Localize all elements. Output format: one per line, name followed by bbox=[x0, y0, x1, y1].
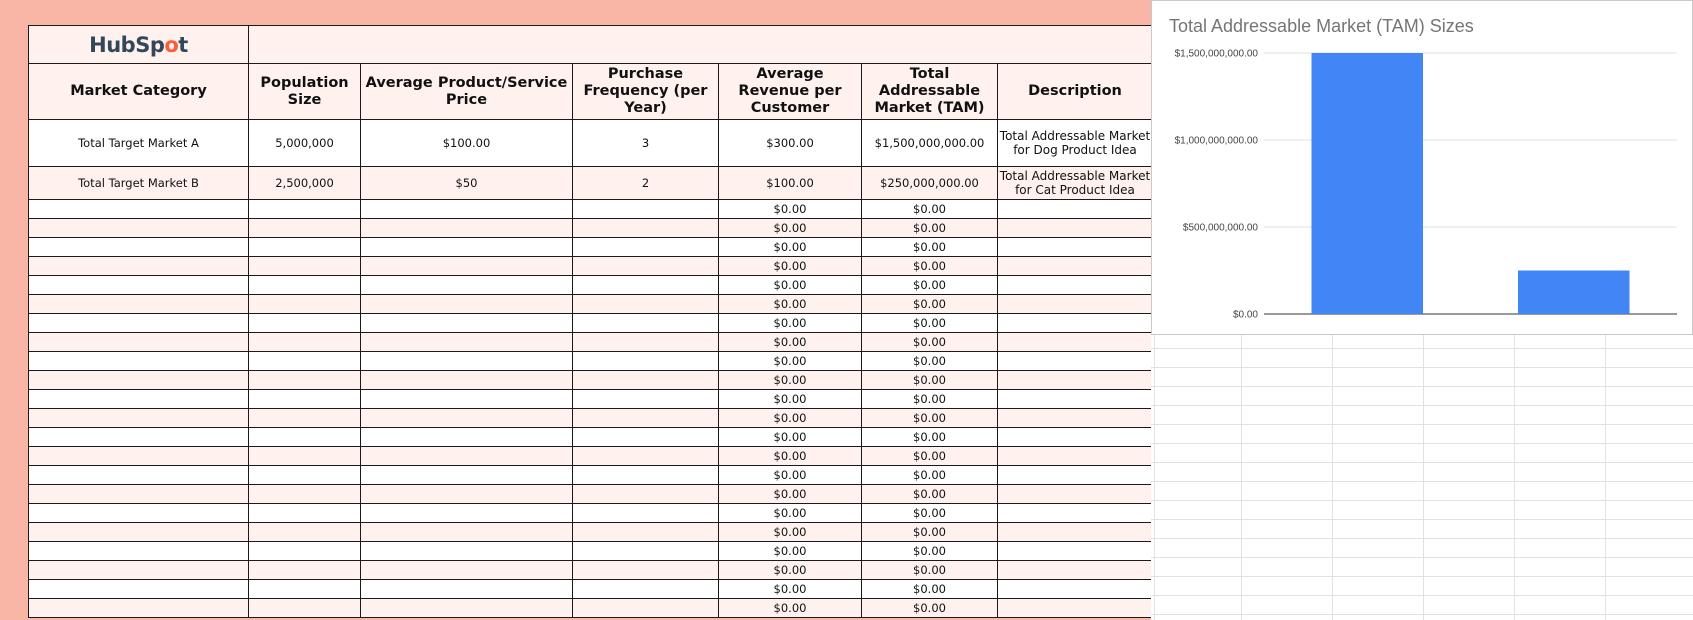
cell-population-size[interactable] bbox=[249, 542, 361, 561]
cell-avg-price[interactable]: $100.00 bbox=[361, 120, 573, 167]
cell-population-size[interactable] bbox=[249, 561, 361, 580]
cell-market-category[interactable] bbox=[29, 428, 249, 447]
hubspot-logo: HubSpot bbox=[89, 32, 188, 57]
cell-purchase-frequency[interactable] bbox=[573, 390, 719, 409]
cell-market-category[interactable]: Total Target Market B bbox=[29, 167, 249, 200]
chart-y-tick-label: $0.00 bbox=[1232, 309, 1258, 321]
cell-description[interactable] bbox=[998, 390, 1153, 409]
cell-description[interactable] bbox=[998, 504, 1153, 523]
cell-description[interactable]: Total Addressable Market for Dog Product Idea bbox=[998, 120, 1153, 167]
cell-tam[interactable]: $0.00 bbox=[862, 390, 998, 409]
table-row bbox=[29, 276, 1153, 295]
cell-avg-revenue[interactable]: $0.00 bbox=[719, 352, 862, 371]
cell-population-size[interactable] bbox=[249, 390, 361, 409]
table-row bbox=[29, 485, 1153, 504]
cell-population-size[interactable] bbox=[249, 295, 361, 314]
cell-description[interactable] bbox=[998, 580, 1153, 599]
cell-description[interactable] bbox=[998, 561, 1153, 580]
table-row bbox=[29, 466, 1153, 485]
cell-description[interactable] bbox=[998, 238, 1153, 257]
cell-purchase-frequency[interactable] bbox=[573, 219, 719, 238]
table-row bbox=[29, 352, 1153, 371]
col-header-avg-revenue[interactable]: Average Revenue per Customer bbox=[719, 64, 862, 120]
chart-bar[interactable] bbox=[1518, 271, 1630, 315]
cell-population-size[interactable] bbox=[249, 219, 361, 238]
cell-tam[interactable]: $0.00 bbox=[862, 504, 998, 523]
cell-purchase-frequency[interactable] bbox=[573, 238, 719, 257]
cell-avg-price[interactable] bbox=[361, 504, 573, 523]
cell-population-size[interactable] bbox=[249, 504, 361, 523]
logo-cell bbox=[29, 26, 249, 64]
cell-market-category[interactable] bbox=[29, 276, 249, 295]
table-row bbox=[29, 542, 1153, 561]
cell-description[interactable] bbox=[998, 599, 1153, 618]
cell-purchase-frequency[interactable] bbox=[573, 561, 719, 580]
cell-description[interactable] bbox=[998, 295, 1153, 314]
cell-market-category[interactable] bbox=[29, 542, 249, 561]
table-row bbox=[29, 238, 1153, 257]
table-row bbox=[29, 409, 1153, 428]
cell-purchase-frequency[interactable] bbox=[573, 447, 719, 466]
cell-avg-revenue[interactable]: $0.00 bbox=[719, 428, 862, 447]
cell-market-category[interactable] bbox=[29, 504, 249, 523]
cell-avg-price[interactable] bbox=[361, 238, 573, 257]
table-row bbox=[29, 390, 1153, 409]
cell-avg-price[interactable] bbox=[361, 333, 573, 352]
cell-market-category[interactable] bbox=[29, 314, 249, 333]
cell-tam[interactable]: $0.00 bbox=[862, 447, 998, 466]
cell-avg-price[interactable]: $50 bbox=[361, 167, 573, 200]
cell-avg-revenue[interactable]: $0.00 bbox=[719, 238, 862, 257]
cell-market-category[interactable] bbox=[29, 352, 249, 371]
header-blank-cell[interactable] bbox=[249, 26, 1153, 64]
chart-svg bbox=[1152, 1, 1692, 334]
cell-avg-price[interactable] bbox=[361, 257, 573, 276]
cell-avg-price[interactable] bbox=[361, 314, 573, 333]
col-header-avg-price[interactable]: Average Product/Service Price bbox=[361, 64, 573, 120]
cell-description[interactable] bbox=[998, 219, 1153, 238]
cell-population-size[interactable] bbox=[249, 447, 361, 466]
cell-tam[interactable]: $0.00 bbox=[862, 333, 998, 352]
cell-market-category[interactable] bbox=[29, 580, 249, 599]
cell-market-category[interactable] bbox=[29, 295, 249, 314]
cell-avg-revenue[interactable]: $0.00 bbox=[719, 561, 862, 580]
cell-avg-revenue[interactable]: $0.00 bbox=[719, 504, 862, 523]
cell-avg-revenue[interactable]: $0.00 bbox=[719, 200, 862, 219]
cell-population-size[interactable]: 5,000,000 bbox=[249, 120, 361, 167]
cell-avg-price[interactable] bbox=[361, 352, 573, 371]
table-row bbox=[29, 120, 1153, 167]
col-header-description[interactable]: Description bbox=[998, 64, 1153, 120]
cell-description[interactable]: Total Addressable Market for Cat Product Idea bbox=[998, 167, 1153, 200]
table-row bbox=[29, 580, 1153, 599]
cell-population-size[interactable] bbox=[249, 371, 361, 390]
cell-description[interactable] bbox=[998, 485, 1153, 504]
cell-purchase-frequency[interactable] bbox=[573, 523, 719, 542]
cell-avg-revenue[interactable]: $0.00 bbox=[719, 333, 862, 352]
table-row bbox=[29, 504, 1153, 523]
table-row bbox=[29, 295, 1153, 314]
cell-population-size[interactable] bbox=[249, 314, 361, 333]
cell-avg-revenue[interactable]: $0.00 bbox=[719, 314, 862, 333]
cell-avg-revenue[interactable]: $0.00 bbox=[719, 257, 862, 276]
cell-population-size[interactable]: 2,500,000 bbox=[249, 167, 361, 200]
table-row bbox=[29, 333, 1153, 352]
cell-population-size[interactable] bbox=[249, 599, 361, 618]
cell-population-size[interactable] bbox=[249, 428, 361, 447]
cell-avg-revenue[interactable]: $100.00 bbox=[719, 167, 862, 200]
cell-purchase-frequency[interactable] bbox=[573, 276, 719, 295]
cell-market-category[interactable] bbox=[29, 390, 249, 409]
cell-market-category[interactable] bbox=[29, 257, 249, 276]
tam-spreadsheet bbox=[28, 25, 1153, 618]
cell-avg-revenue[interactable]: $0.00 bbox=[719, 295, 862, 314]
col-header-tam[interactable]: Total Addressable Market (TAM) bbox=[862, 64, 998, 120]
cell-tam[interactable]: $0.00 bbox=[862, 314, 998, 333]
cell-market-category[interactable] bbox=[29, 200, 249, 219]
cell-description[interactable] bbox=[998, 371, 1153, 390]
cell-avg-revenue[interactable]: $300.00 bbox=[719, 120, 862, 167]
cell-avg-revenue[interactable]: $0.00 bbox=[719, 390, 862, 409]
cell-description[interactable] bbox=[998, 542, 1153, 561]
cell-avg-price[interactable] bbox=[361, 276, 573, 295]
cell-description[interactable] bbox=[998, 333, 1153, 352]
cell-population-size[interactable] bbox=[249, 580, 361, 599]
cell-purchase-frequency[interactable] bbox=[573, 371, 719, 390]
cell-tam[interactable]: $0.00 bbox=[862, 371, 998, 390]
cell-avg-price[interactable] bbox=[361, 409, 573, 428]
cell-population-size[interactable] bbox=[249, 352, 361, 371]
cell-purchase-frequency[interactable]: 3 bbox=[573, 120, 719, 167]
cell-tam[interactable]: $0.00 bbox=[862, 295, 998, 314]
cell-description[interactable] bbox=[998, 314, 1153, 333]
cell-avg-price[interactable] bbox=[361, 447, 573, 466]
cell-market-category[interactable] bbox=[29, 523, 249, 542]
chart-bar[interactable] bbox=[1311, 53, 1423, 314]
col-header-population-size[interactable]: Population Size bbox=[249, 64, 361, 120]
table-row bbox=[29, 314, 1153, 333]
col-header-market-category[interactable]: Market Category bbox=[29, 64, 249, 120]
cell-avg-revenue[interactable]: $0.00 bbox=[719, 542, 862, 561]
cell-tam[interactable]: $0.00 bbox=[862, 257, 998, 276]
table-row bbox=[29, 219, 1153, 238]
cell-description[interactable] bbox=[998, 466, 1153, 485]
table-row bbox=[29, 447, 1153, 466]
cell-market-category[interactable] bbox=[29, 238, 249, 257]
cell-tam[interactable]: $0.00 bbox=[862, 466, 998, 485]
cell-avg-revenue[interactable]: $0.00 bbox=[719, 580, 862, 599]
cell-tam[interactable]: $0.00 bbox=[862, 276, 998, 295]
cell-avg-price[interactable] bbox=[361, 295, 573, 314]
chart-y-tick-label: $1,000,000,000.00 bbox=[1174, 135, 1258, 147]
cell-avg-price[interactable] bbox=[361, 485, 573, 504]
cell-avg-price[interactable] bbox=[361, 219, 573, 238]
cell-population-size[interactable] bbox=[249, 409, 361, 428]
cell-population-size[interactable] bbox=[249, 276, 361, 295]
cell-population-size[interactable] bbox=[249, 523, 361, 542]
cell-avg-price[interactable] bbox=[361, 542, 573, 561]
cell-tam[interactable]: $0.00 bbox=[862, 352, 998, 371]
cell-tam[interactable]: $0.00 bbox=[862, 580, 998, 599]
cell-tam[interactable]: $0.00 bbox=[862, 238, 998, 257]
cell-market-category[interactable] bbox=[29, 561, 249, 580]
cell-population-size[interactable] bbox=[249, 257, 361, 276]
cell-market-category[interactable] bbox=[29, 447, 249, 466]
cell-avg-revenue[interactable]: $0.00 bbox=[719, 523, 862, 542]
cell-population-size[interactable] bbox=[249, 466, 361, 485]
table-row bbox=[29, 428, 1153, 447]
cell-avg-price[interactable] bbox=[361, 466, 573, 485]
cell-population-size[interactable] bbox=[249, 333, 361, 352]
cell-avg-price[interactable] bbox=[361, 561, 573, 580]
cell-avg-revenue[interactable]: $0.00 bbox=[719, 466, 862, 485]
cell-avg-price[interactable] bbox=[361, 390, 573, 409]
cell-purchase-frequency[interactable] bbox=[573, 333, 719, 352]
cell-purchase-frequency[interactable] bbox=[573, 257, 719, 276]
col-header-purchase-frequency[interactable]: Purchase Frequency (per Year) bbox=[573, 64, 719, 120]
cell-population-size[interactable] bbox=[249, 485, 361, 504]
chart-title: Total Addressable Market (TAM) Sizes bbox=[1169, 16, 1474, 36]
cell-tam[interactable]: $0.00 bbox=[862, 485, 998, 504]
cell-tam[interactable]: $0.00 bbox=[862, 409, 998, 428]
cell-purchase-frequency[interactable] bbox=[573, 542, 719, 561]
cell-description[interactable] bbox=[998, 447, 1153, 466]
table-row bbox=[29, 371, 1153, 390]
chart-y-tick-label: $1,500,000,000.00 bbox=[1174, 48, 1258, 60]
cell-description[interactable] bbox=[998, 409, 1153, 428]
cell-purchase-frequency[interactable] bbox=[573, 352, 719, 371]
cell-avg-price[interactable] bbox=[361, 523, 573, 542]
cell-avg-price[interactable] bbox=[361, 200, 573, 219]
cell-avg-price[interactable] bbox=[361, 580, 573, 599]
cell-population-size[interactable] bbox=[249, 238, 361, 257]
cell-tam[interactable]: $0.00 bbox=[862, 200, 998, 219]
table-row bbox=[29, 561, 1153, 580]
cell-market-category[interactable] bbox=[29, 371, 249, 390]
cell-purchase-frequency[interactable] bbox=[573, 504, 719, 523]
cell-purchase-frequency[interactable] bbox=[573, 485, 719, 504]
cell-avg-revenue[interactable]: $0.00 bbox=[719, 371, 862, 390]
cell-avg-revenue[interactable]: $0.00 bbox=[719, 409, 862, 428]
cell-avg-price[interactable] bbox=[361, 428, 573, 447]
cell-purchase-frequency[interactable] bbox=[573, 466, 719, 485]
cell-avg-price[interactable] bbox=[361, 599, 573, 618]
cell-purchase-frequency[interactable] bbox=[573, 314, 719, 333]
cell-description[interactable] bbox=[998, 200, 1153, 219]
cell-market-category[interactable] bbox=[29, 219, 249, 238]
cell-market-category[interactable] bbox=[29, 333, 249, 352]
cell-tam[interactable]: $0.00 bbox=[862, 599, 998, 618]
chart-y-tick-label: $500,000,000.00 bbox=[1182, 222, 1258, 234]
cell-tam[interactable]: $0.00 bbox=[862, 523, 998, 542]
cell-tam[interactable]: $0.00 bbox=[862, 428, 998, 447]
cell-avg-price[interactable] bbox=[361, 371, 573, 390]
cell-avg-revenue[interactable]: $0.00 bbox=[719, 599, 862, 618]
cell-purchase-frequency[interactable] bbox=[573, 428, 719, 447]
cell-tam[interactable]: $0.00 bbox=[862, 561, 998, 580]
table-row bbox=[29, 523, 1153, 542]
cell-description[interactable] bbox=[998, 352, 1153, 371]
cell-tam[interactable]: $1,500,000,000.00 bbox=[862, 120, 998, 167]
cell-market-category[interactable] bbox=[29, 599, 249, 618]
cell-avg-revenue[interactable]: $0.00 bbox=[719, 276, 862, 295]
cell-purchase-frequency[interactable] bbox=[573, 295, 719, 314]
cell-description[interactable] bbox=[998, 276, 1153, 295]
cell-avg-revenue[interactable]: $0.00 bbox=[719, 219, 862, 238]
cell-market-category[interactable]: Total Target Market A bbox=[29, 120, 249, 167]
cell-avg-revenue[interactable]: $0.00 bbox=[719, 485, 862, 504]
table-row bbox=[29, 599, 1153, 618]
cell-description[interactable] bbox=[998, 428, 1153, 447]
cell-tam[interactable]: $0.00 bbox=[862, 542, 998, 561]
table-row bbox=[29, 257, 1153, 276]
cell-market-category[interactable] bbox=[29, 409, 249, 428]
table-row bbox=[29, 167, 1153, 200]
cell-market-category[interactable] bbox=[29, 466, 249, 485]
cell-purchase-frequency[interactable]: 2 bbox=[573, 167, 719, 200]
tam-chart[interactable] bbox=[1151, 0, 1693, 335]
cell-purchase-frequency[interactable] bbox=[573, 409, 719, 428]
cell-purchase-frequency[interactable] bbox=[573, 200, 719, 219]
cell-description[interactable] bbox=[998, 523, 1153, 542]
cell-purchase-frequency[interactable] bbox=[573, 580, 719, 599]
cell-population-size[interactable] bbox=[249, 200, 361, 219]
cell-purchase-frequency[interactable] bbox=[573, 599, 719, 618]
cell-description[interactable] bbox=[998, 257, 1153, 276]
cell-tam[interactable]: $0.00 bbox=[862, 219, 998, 238]
cell-avg-revenue[interactable]: $0.00 bbox=[719, 447, 862, 466]
cell-market-category[interactable] bbox=[29, 485, 249, 504]
table-row bbox=[29, 200, 1153, 219]
cell-tam[interactable]: $250,000,000.00 bbox=[862, 167, 998, 200]
